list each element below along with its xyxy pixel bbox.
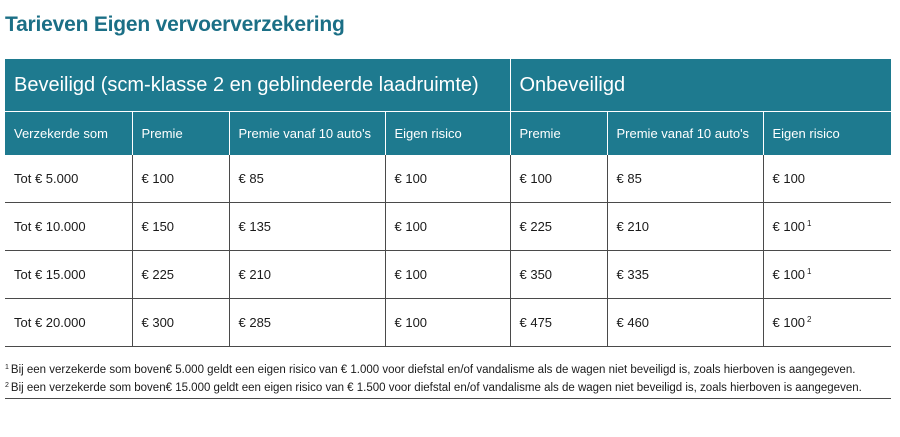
table-cell: Tot € 20.000 [5,299,132,347]
table-cell: € 100 [385,155,510,203]
footnote-2 [5,378,891,396]
table-cell: € 100 [385,299,510,347]
table-cell: € 460 [607,299,763,347]
column-header-premium-10-cars: Premie vanaf 10 auto's [229,112,385,156]
footnote-marker: 2 [807,315,812,324]
table-cell: € 135 [229,203,385,251]
rates-table [5,59,891,347]
table-cell: € 210 [229,251,385,299]
column-header-deductible: Eigen risico [385,112,510,156]
cell-value: € 100 [772,267,806,282]
group-header-unsecured: Onbeveiligd [510,59,891,112]
column-header-insured-sum: Verzekerde som [5,112,132,156]
table-row [5,251,891,299]
table-cell [763,203,891,251]
table-cell: € 210 [607,203,763,251]
footnote-1 [5,360,891,378]
bottom-divider [5,398,891,399]
table-cell: Tot € 10.000 [5,203,132,251]
group-header-row [5,59,891,112]
cell-value: € 100 [772,171,806,186]
footnote-text: Bij een verzekerde som boven€ 5.000 geldt een eigen risico van € 1.000 voor diefstal en/of vandalisme als de wagen niet beveiligd is, zoals hierboven is aangegeven. [10,364,856,376]
table-cell [763,251,891,299]
table-cell: € 100 [385,203,510,251]
column-header-premium: Premie [510,112,607,156]
table-cell: Tot € 15.000 [5,251,132,299]
cell-value: € 100 [772,219,806,234]
footnote-text: Bij een verzekerde som boven€ 15.000 geldt een eigen risico van € 1.500 voor diefstal en/of vandalisme als de wagen niet beveiligd is, zoals hierboven is aangegeven. [10,382,862,394]
table-cell: Tot € 5.000 [5,155,132,203]
table-cell: € 350 [510,251,607,299]
table-cell: € 300 [132,299,229,347]
table-cell: € 285 [229,299,385,347]
cell-value: € 100 [772,315,806,330]
table-cell: € 475 [510,299,607,347]
table-cell: € 225 [510,203,607,251]
table-cell: € 100 [510,155,607,203]
footnote-marker: 1 [5,364,9,371]
table-cell [763,155,891,203]
column-header-deductible: Eigen risico [763,112,891,156]
table-row [5,203,891,251]
group-header-secured: Beveiligd (scm-klasse 2 en geblindeerde laadruimte) [5,59,510,112]
footnotes [5,360,891,396]
footnote-marker: 1 [807,267,812,276]
table-cell: € 85 [229,155,385,203]
column-header-premium: Premie [132,112,229,156]
column-header-premium-10-cars: Premie vanaf 10 auto's [607,112,763,156]
footnote-marker: 2 [5,382,9,389]
table-cell: € 225 [132,251,229,299]
page-title: Tarieven Eigen vervoerverzekering [5,13,345,36]
table-cell [763,299,891,347]
table-row [5,299,891,347]
table-cell: € 335 [607,251,763,299]
footnote-marker: 1 [807,219,812,228]
table-cell: € 150 [132,203,229,251]
table-cell: € 85 [607,155,763,203]
table-cell: € 100 [132,155,229,203]
column-header-row [5,112,891,156]
table-cell: € 100 [385,251,510,299]
table-row [5,155,891,203]
